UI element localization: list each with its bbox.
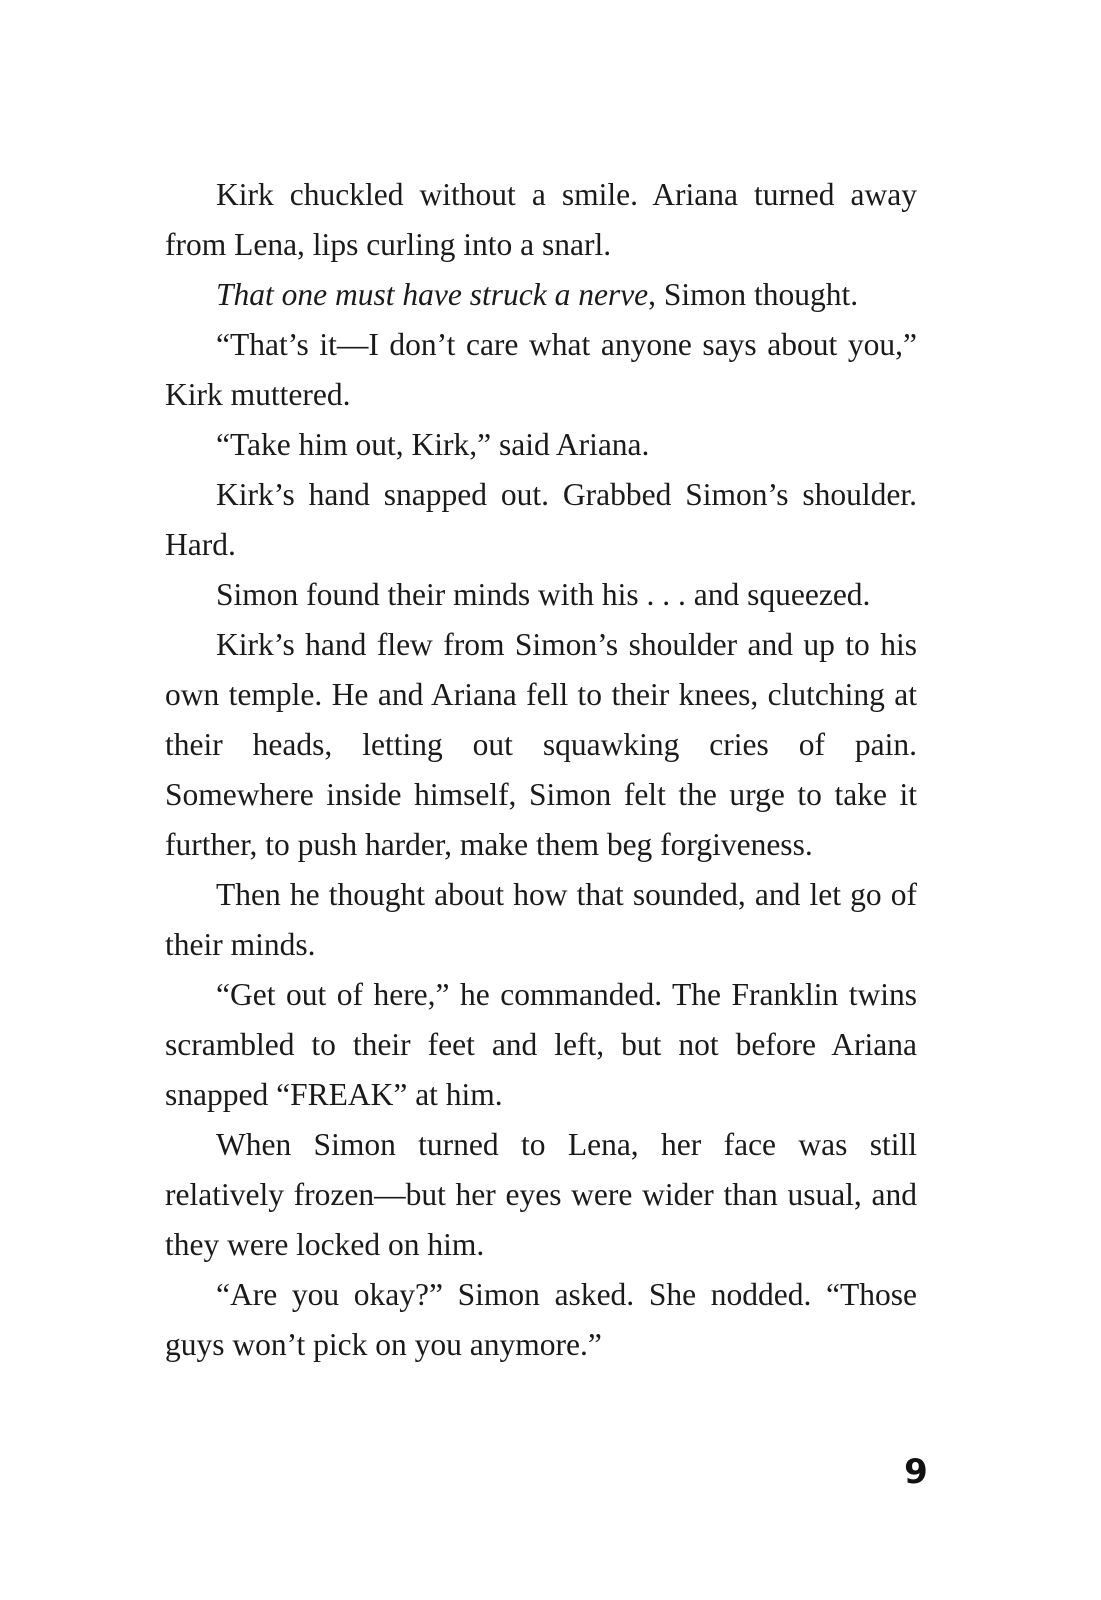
paragraph-9: “Get out of here,” he commanded. The Franklin twins scrambled to their feet and left, but not before Ariana snapped “FREAK” at him. (165, 977, 917, 1112)
italic-thought: That one must have struck a nerve (216, 277, 649, 312)
paragraph-10: When Simon turned to Lena, her face was still relatively frozen—but her eyes were wider than usual, and they were locked on him. (165, 1127, 917, 1262)
paragraph-5: Kirk’s hand snapped out. Grabbed Simon’s shoulder. Hard. (165, 477, 917, 562)
thought-attribution: , Simon thought. (648, 277, 859, 312)
paragraph-6: Simon found their minds with his . . . and squeezed. (216, 577, 871, 612)
paragraph-8: Then he thought about how that sounded, and let go of their minds. (165, 877, 917, 962)
body-text (165, 170, 917, 1370)
page-number: 9 (904, 1452, 928, 1492)
paragraph-3: “That’s it—I don’t care what anyone says about you,” Kirk muttered. (165, 327, 917, 412)
paragraph-4: “Take him out, Kirk,” said Ariana. (216, 427, 650, 462)
paragraph-1: Kirk chuckled without a smile. Ariana turned away from Lena, lips curling into a snarl. (165, 177, 917, 262)
paragraph-11: “Are you okay?” Simon asked. She nodded. “Those guys won’t pick on you anymore.” (165, 1277, 917, 1362)
paragraph-7: Kirk’s hand flew from Simon’s shoulder and up to his own temple. He and Ariana fell to their knees, clutching at their heads, letting out squawking cries of pain. Somewhere inside himself, Simon felt the urge to take it further, to push harder, make them beg forgiveness. (165, 627, 917, 862)
paragraph-2 (165, 270, 917, 320)
